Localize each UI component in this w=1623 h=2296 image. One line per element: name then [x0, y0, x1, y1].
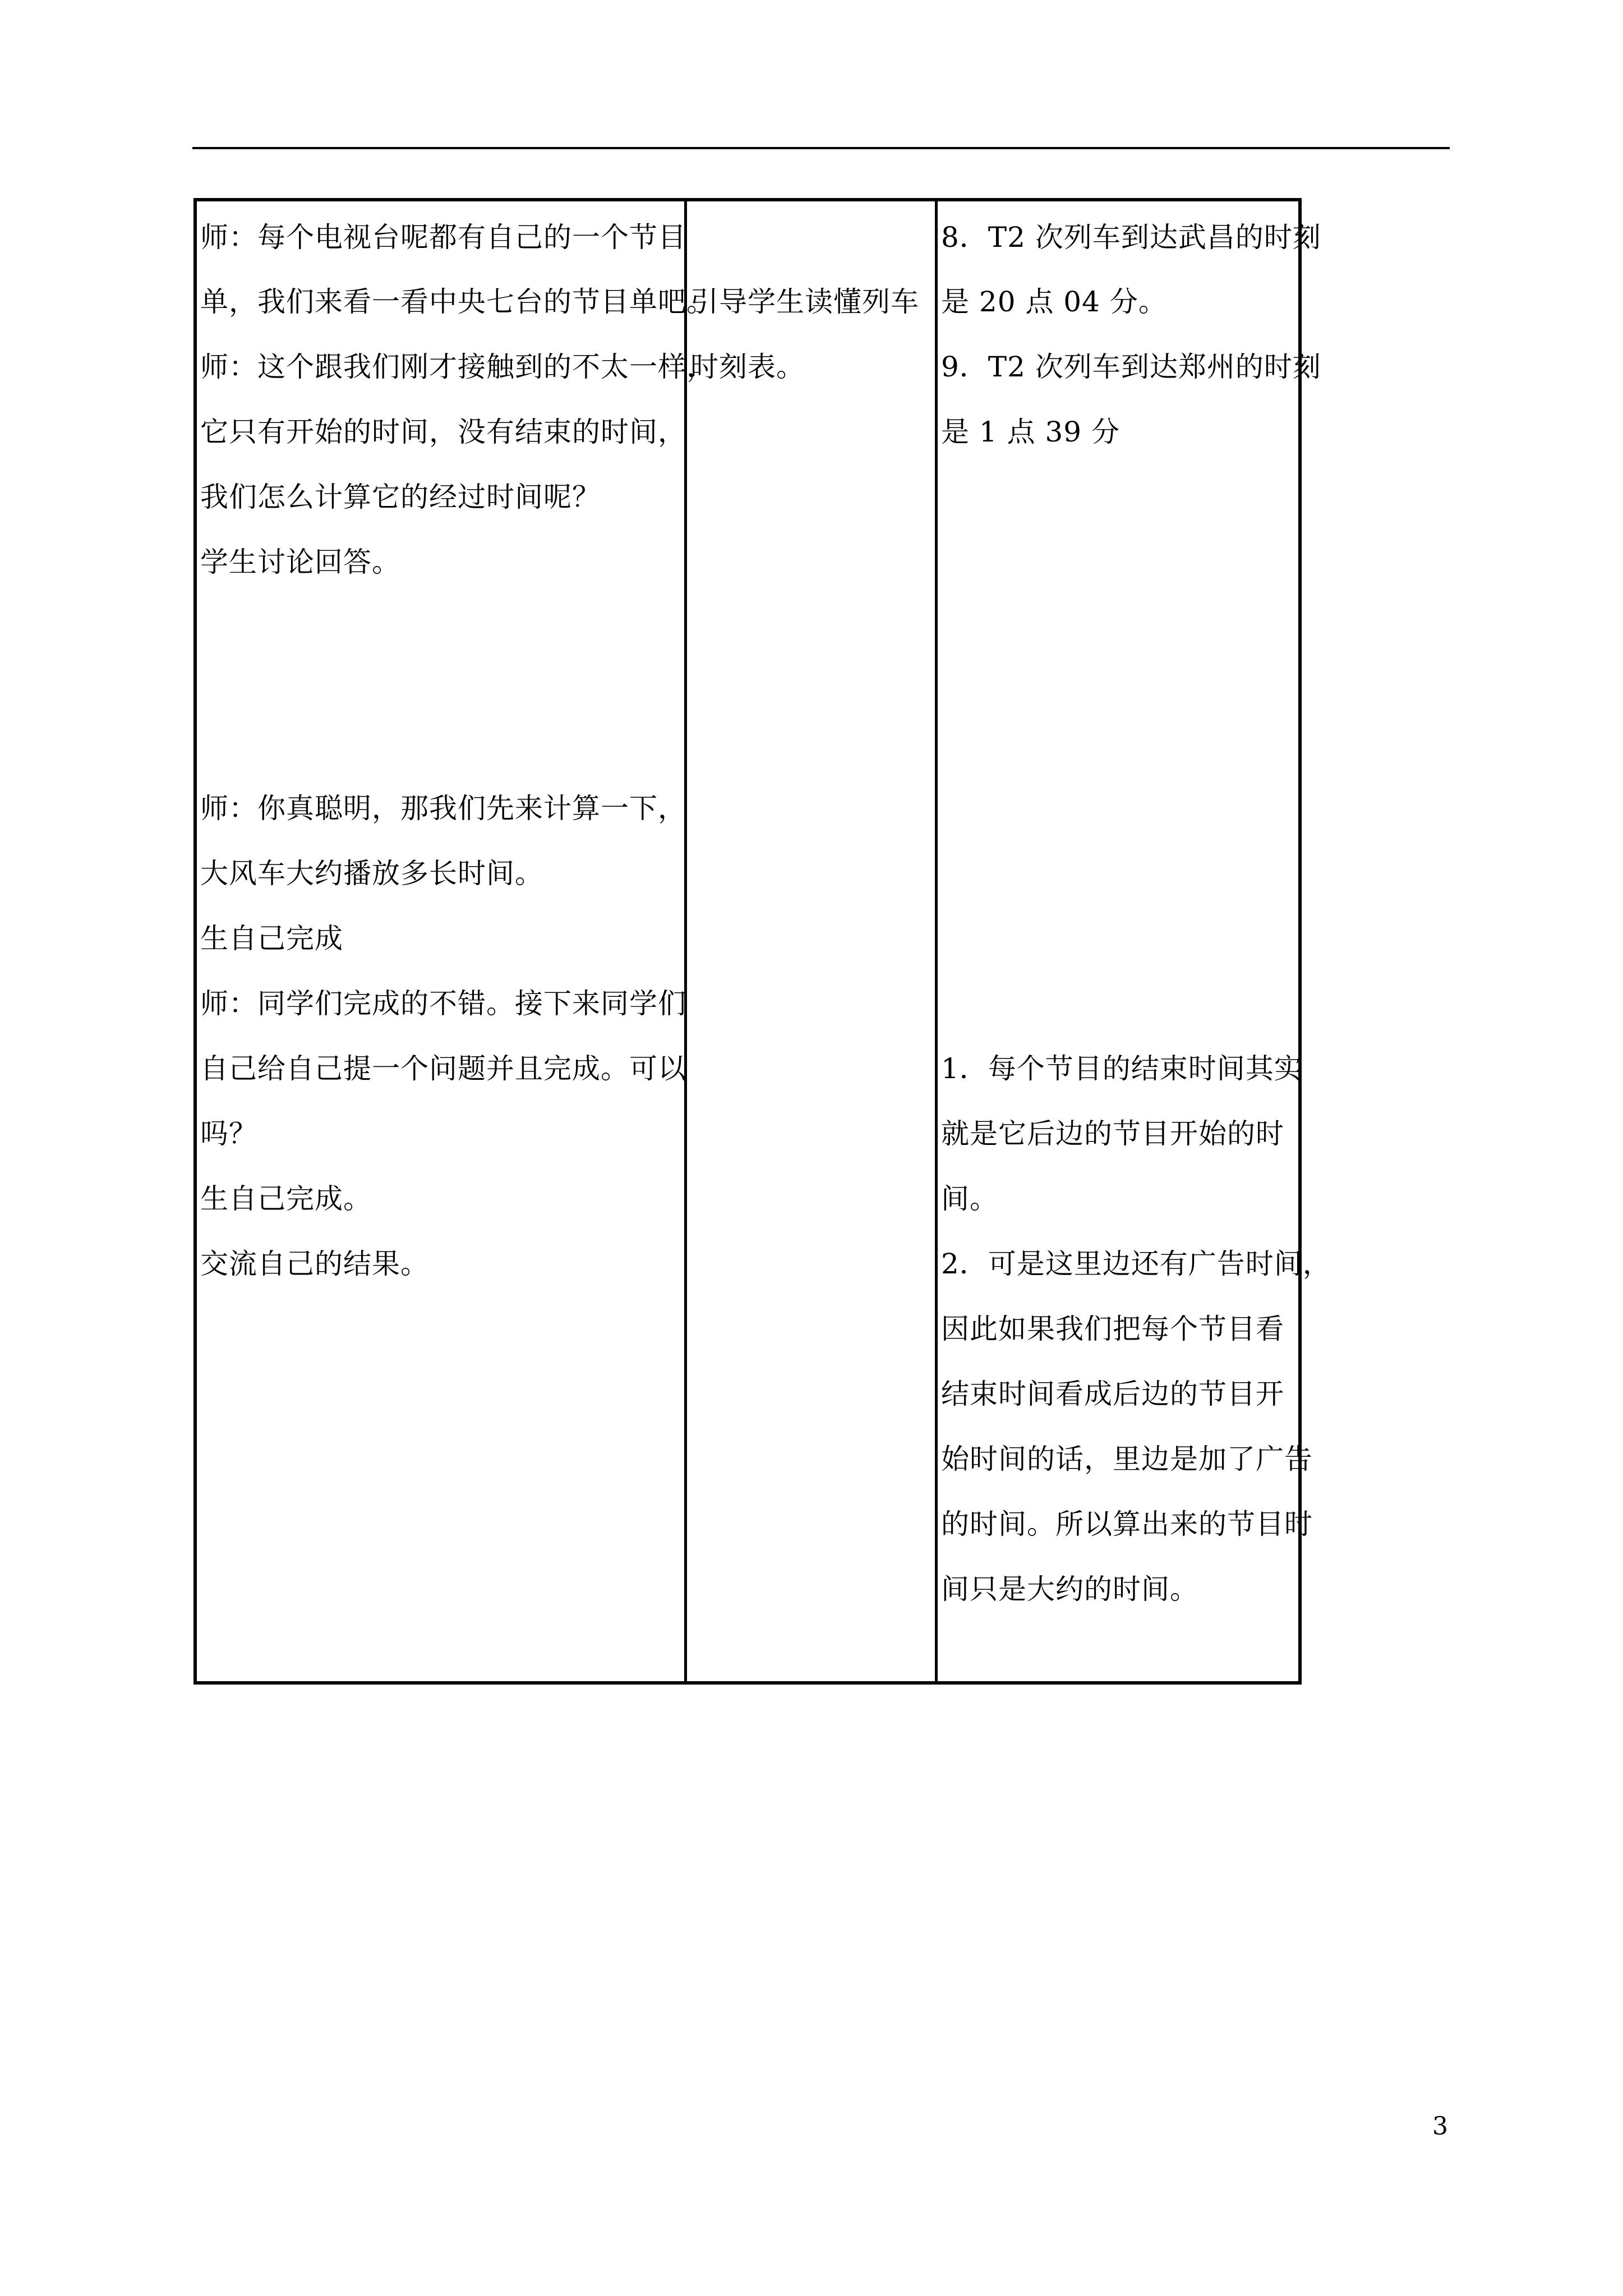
text-line: 吗？	[200, 1117, 257, 1150]
text-line: 大风车大约播放多长时间。	[200, 857, 543, 890]
text-line: 1．每个节目的结束时间其实	[941, 1052, 1303, 1085]
text-line: 师：你真聪明，那我们先来计算一下，	[200, 792, 686, 825]
teaching-process-cell	[197, 201, 715, 1681]
text-line: 结束时间看成后边的节目开	[941, 1378, 1284, 1410]
text-line: 生自己完成	[200, 922, 343, 955]
text-line: 就是它后边的节目开始的时	[941, 1117, 1284, 1150]
text-line: 它只有开始的时间，没有结束的时间，	[200, 416, 686, 448]
text-line: 是 20 点 04 分。	[941, 286, 1167, 318]
text-line: 交流自己的结果。	[200, 1248, 429, 1280]
text-line: 师：同学们完成的不错。接下来同学们	[200, 987, 686, 1020]
text-line: 间只是大约的时间。	[941, 1573, 1198, 1605]
text-line: 师：这个跟我们刚才接触到的不太一样，	[200, 351, 715, 383]
text-line: 学生讨论回答。	[200, 546, 400, 578]
text-line: 的时间。所以算出来的节目时	[941, 1508, 1313, 1540]
text-line: 生自己完成。	[200, 1182, 372, 1215]
text-line: 是 1 点 39 分	[941, 416, 1121, 448]
design-intent-cell	[687, 201, 935, 1681]
text-line: 间。	[941, 1182, 998, 1215]
text-line: 自己给自己提一个问题并且完成。可以	[200, 1052, 686, 1085]
lesson-table	[193, 198, 1331, 1685]
page-number: 3	[1432, 2112, 1448, 2141]
text-line: 2．可是这里边还有广告时间，	[941, 1248, 1331, 1280]
text-line: 引导学生读懂列车	[690, 286, 919, 318]
text-line: 始时间的话，里边是加了广告	[941, 1443, 1313, 1475]
text-line: 因此如果我们把每个节目看	[941, 1313, 1284, 1345]
text-line: 时刻表。	[690, 351, 805, 383]
notes-cell	[938, 201, 1331, 1681]
text-line: 师：每个电视台呢都有自己的一个节目	[200, 221, 686, 254]
text-line: 单，我们来看一看中央七台的节目单吧。	[200, 286, 715, 318]
text-line: 8．T2 次列车到达武昌的时刻	[941, 221, 1321, 254]
header-rule	[192, 147, 1450, 149]
text-line: 9．T2 次列车到达郑州的时刻	[941, 351, 1321, 383]
text-line: 我们怎么计算它的经过时间呢？	[200, 481, 601, 513]
